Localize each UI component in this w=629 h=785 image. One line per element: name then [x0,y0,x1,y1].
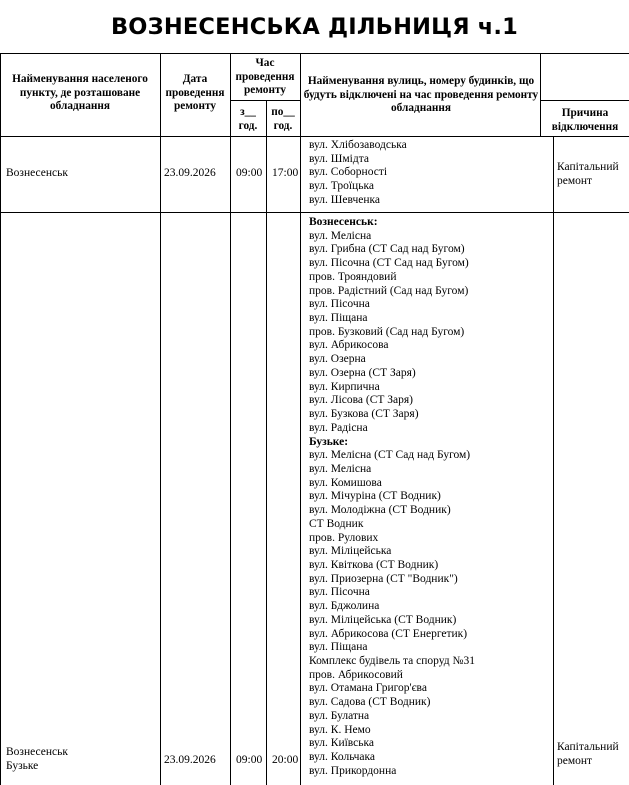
street-item: вул. Мічуріна (СТ Водник) [309,490,441,503]
column-divider-reason [553,136,554,785]
header-settlement: Найменування населеного пункту, де розташоване обладнання [12,73,148,112]
row2-settlement-line: Вознесенськ [6,746,68,758]
header-reason: Причина відключення [551,107,619,133]
street-item: вул. Квіткова (СТ Водник) [309,558,439,571]
row1-streets-list [309,139,407,208]
street-item: пров. Абрикосовий [309,668,403,681]
street-item: пров. Рулових [309,531,379,544]
street-item: вул. Міліцейська [309,545,392,558]
street-item: вул. Міліцейська (СТ Водник) [309,613,457,626]
street-item: Комплекс будівель та споруд №31 [309,655,475,667]
street-item: вул. Пісочна [309,586,370,599]
street-item: вул. Радісна [309,421,368,434]
header-from: з__ год. [238,106,258,132]
street-item: вул. Шевченка [309,193,381,206]
column-divider-streets [300,53,301,785]
street-group-heading: Вознесенськ: [309,216,378,228]
header-top-right [543,53,629,54]
street-group-heading: Бузьке: [309,435,349,448]
row1-date: 23.09.2026 [164,167,216,179]
row2-reason-line: Капітальний [557,741,619,753]
street-item: вул. Троїцька [309,180,374,193]
street-item: пров. Бузковий (Сад над Бугом) [309,325,465,338]
row1-reason-line: Капітальний [557,161,619,173]
column-divider-date [160,53,161,785]
street-item: вул. Булатна [309,709,370,722]
header-bottom-border [0,136,629,137]
street-item: вул. К. Немо [309,723,371,736]
row1-settlement [6,167,68,181]
row2-reason [557,741,619,768]
row1-from: 09:00 [236,167,263,179]
row2-settlement-line: Бузьке [6,759,39,772]
street-item: вул. Лісова (СТ Заря) [309,394,414,407]
row2-date: 23.09.2026 [164,754,216,766]
street-item: вул. Грибна (СТ Сад над Бугом) [309,243,465,256]
street-item: вул. Піщана [309,312,368,325]
street-item: вул. Кольчака [309,751,375,764]
column-border-left [0,53,1,785]
street-item: вул. Піщана [309,641,368,654]
street-item: СТ Водник [309,517,364,530]
column-divider-time [230,53,231,785]
street-item: вул. Хлібозаводська [309,139,407,151]
column-divider-from-to [266,100,267,785]
street-item: вул. Пісочна (СТ Сад над Бугом) [309,257,469,270]
street-item: вул. Соборності [309,166,388,179]
reason-header-divider [540,100,629,101]
row-divider [0,212,629,213]
row1-to: 17:00 [272,167,299,179]
row2-to: 20:00 [272,754,299,766]
header-streets: Найменування вулиць, номеру будинків, що будуть відключені на час проведення ремонту обладнання [303,75,539,114]
header-to: по__ год. [271,106,295,132]
street-item: вул. Мелісна [309,462,372,475]
row2-streets-list [309,216,475,778]
street-item: вул. Кирпична [309,380,380,393]
street-item: вул. Абрикосова (СТ Енергетик) [309,627,468,640]
street-item: вул. Приозерна (СТ "Водник") [309,572,458,585]
street-item: вул. Пісочна [309,298,370,311]
street-item: вул. Київська [309,737,375,750]
street-item: вул. Молодіжна (СТ Водник) [309,504,451,517]
street-item: вул. Прикордонна [309,764,397,777]
row1-reason-line: ремонт [557,174,593,187]
street-item: вул. Бузкова (СТ Заря) [309,408,419,421]
table-border-top [0,53,543,54]
row2-reason-line: ремонт [557,754,593,767]
street-item: пров. Радістний (Сад над Бугом) [309,284,469,297]
street-item: пров. Трояндовий [309,270,397,283]
street-item: вул. Мелісна [309,229,372,242]
row1-reason [557,161,619,188]
street-item: вул. Комишова [309,476,382,489]
street-item: вул. Садова (СТ Водник) [309,696,431,709]
page-title: ВОЗНЕСЕНСЬКА ДІЛЬНИЦЯ ч.1 [110,14,519,40]
header-date: Дата проведення ремонту [165,73,225,112]
street-item: вул. Абрикосова [309,339,389,352]
column-divider-reason-header [540,53,541,136]
street-item: вул. Шмідта [309,152,369,165]
header-time: Час проведення ремонту [235,57,295,96]
street-item: вул. Бджолина [309,600,380,613]
street-item: вул. Мелісна (СТ Сад над Бугом) [309,449,471,462]
street-item: вул. Отамана Григор'єва [309,682,427,695]
row2-settlement [6,746,68,773]
street-item: вул. Озерна [309,353,366,366]
time-header-divider [230,100,300,101]
row1-settlement-line: Вознесенськ [6,167,68,179]
street-item: вул. Озерна (СТ Заря) [309,366,416,379]
row2-from: 09:00 [236,754,263,766]
